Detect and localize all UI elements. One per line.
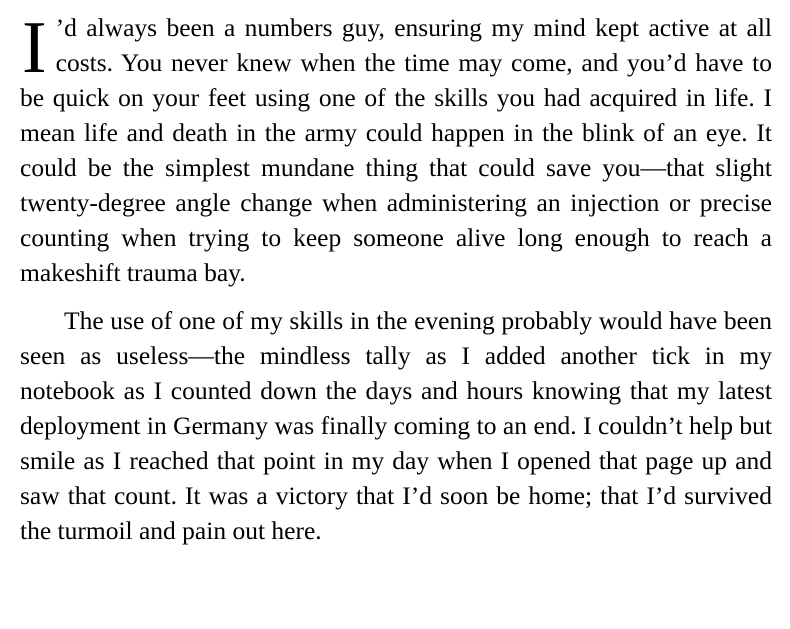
- body-paragraph-1: [20, 7, 772, 290]
- drop-cap: I: [22, 7, 47, 89]
- paragraph-2-text: The use of one of my skills in the evening probably would have been seen as useless—the mindless tally as I added another tick in my notebook as I counted down the days and hours knowing that my latest deployment in Germany was finally coming to an end. I couldn’t help but smile as I reached that point in my day when I opened that page up and saw that count. It was a victory that I’d soon be home; that I’d survived the turmoil and pain out here.: [20, 306, 772, 545]
- paragraph-1-text: ’d always been a numbers guy, ensuring my mind kept active at all costs. You never knew when the time may come, and you’d have to be quick on your feet using one of the skills you had acquired in life. I mean life and death in the army could happen in the blink of an eye. It could be the simplest mundane thing that could save you—that slight twenty-degree angle change when administering an injection or precise counting when trying to keep someone alive long enough to reach a makeshift trauma bay.: [20, 13, 772, 287]
- body-paragraph-2: [20, 303, 772, 548]
